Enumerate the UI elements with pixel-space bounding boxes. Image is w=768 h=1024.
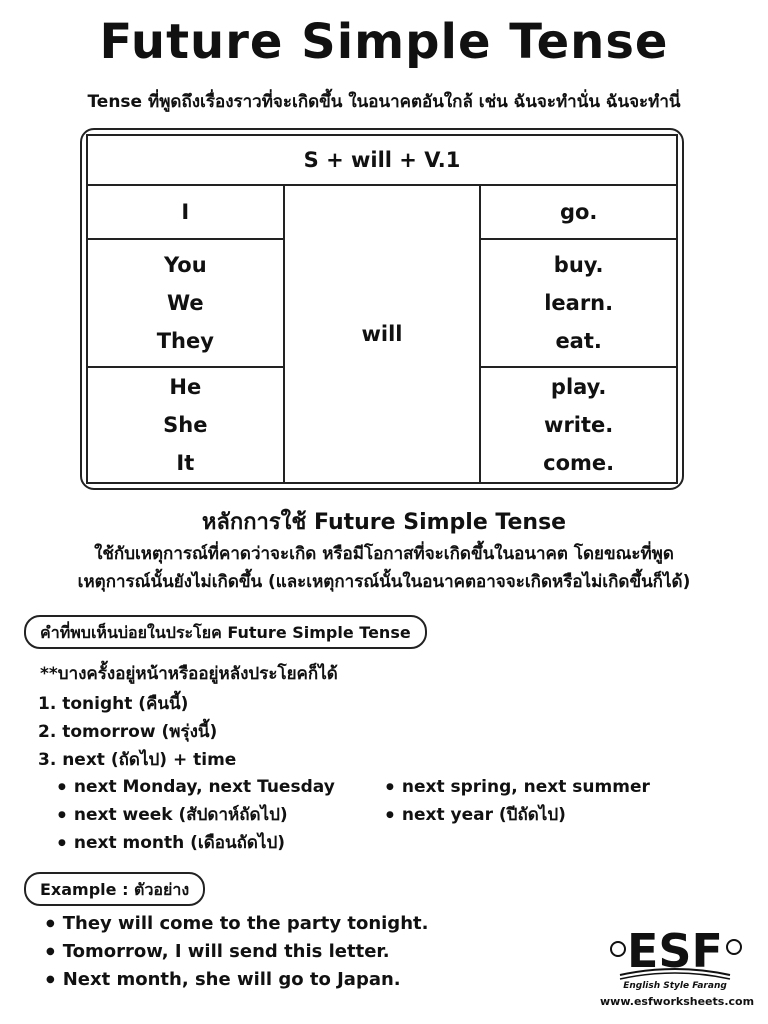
helper-cell: will — [284, 185, 481, 483]
keywords-label: คำที่พบเห็นบ่อยในประโยค Future Simple Tense — [24, 615, 427, 649]
book-icon — [600, 925, 750, 985]
logo-tagline: English Style Farang — [623, 981, 727, 991]
subject-cell — [87, 239, 284, 367]
list-item: ● next year (ปีถัดไป) — [386, 801, 650, 829]
list-item: 3. next (ถัดไป) + time — [38, 750, 237, 770]
keywords-note: **บางครั้งอยู่หน้าหรืออยู่หลังประโยคก็ได้ — [40, 664, 338, 684]
list-item: ● next month (เดือนถัดไป) — [58, 829, 335, 857]
subject: I — [181, 200, 190, 224]
keywords-list — [38, 690, 236, 774]
verb: come. — [543, 451, 615, 475]
list-item: ● They will come to the party tonight. — [46, 910, 428, 938]
list-item: 1. tonight (คืนนี้) — [38, 694, 189, 714]
usage-title: หลักการใช้ Future Simple Tense — [201, 510, 567, 535]
verb: write. — [544, 413, 614, 437]
esf-logo — [600, 924, 755, 1017]
verb: buy. — [553, 253, 604, 277]
subject: She — [163, 413, 208, 437]
verb: learn. — [544, 291, 614, 315]
verb: go. — [559, 200, 598, 224]
verb-cell — [480, 367, 677, 483]
page-title: Future Simple Tense — [99, 14, 669, 70]
example-label: Example : ตัวอย่าง — [24, 872, 205, 906]
example-list — [46, 910, 428, 994]
page-subtitle: Tense ที่พูดถึงเรื่องราวที่จะเกิดขึ้น ในอนาคตอันใกล้ เช่น ฉันจะทำนั่น ฉันจะทำนี่ — [87, 92, 681, 112]
list-item: ● next week (สัปดาห์ถัดไป) — [58, 801, 335, 829]
structure-table — [86, 134, 678, 484]
list-item: ● next Monday, next Tuesday — [58, 773, 335, 801]
list-item: ● next spring, next summer — [386, 773, 650, 801]
usage-line: เหตุการณ์นั้นยังไม่เกิดขึ้น (และเหตุการณ์นั้นในอนาคตอาจจะเกิดหรือไม่เกิดขึ้นก็ได้) — [77, 572, 691, 592]
list-item: ● Tomorrow, I will send this letter. — [46, 938, 428, 966]
subject-cell — [87, 367, 284, 483]
logo-text: ESF — [627, 924, 723, 978]
usage-line: ใช้กับเหตุการณ์ที่คาดว่าจะเกิด หรือมีโอกาสที่จะเกิดขึ้นในอนาคต โดยขณะที่พูด — [94, 544, 674, 564]
verb-cell — [480, 239, 677, 367]
logo-url[interactable]: www.esfworksheets.com — [600, 995, 755, 1008]
subject: We — [166, 291, 204, 315]
subject: You — [164, 253, 207, 277]
subject: It — [176, 451, 195, 475]
table-header: S + will + V.1 — [87, 135, 677, 185]
verb-cell — [480, 185, 677, 239]
time-bullets-left — [58, 773, 335, 857]
verb: play. — [550, 375, 607, 399]
verb: eat. — [555, 329, 602, 353]
subject: They — [156, 329, 214, 353]
time-bullets-right — [386, 773, 650, 829]
subject-cell — [87, 185, 284, 239]
list-item: ● Next month, she will go to Japan. — [46, 966, 428, 994]
usage-description — [10, 540, 758, 596]
subject: He — [169, 375, 202, 399]
list-item: 2. tomorrow (พรุ่งนี้) — [38, 722, 218, 742]
